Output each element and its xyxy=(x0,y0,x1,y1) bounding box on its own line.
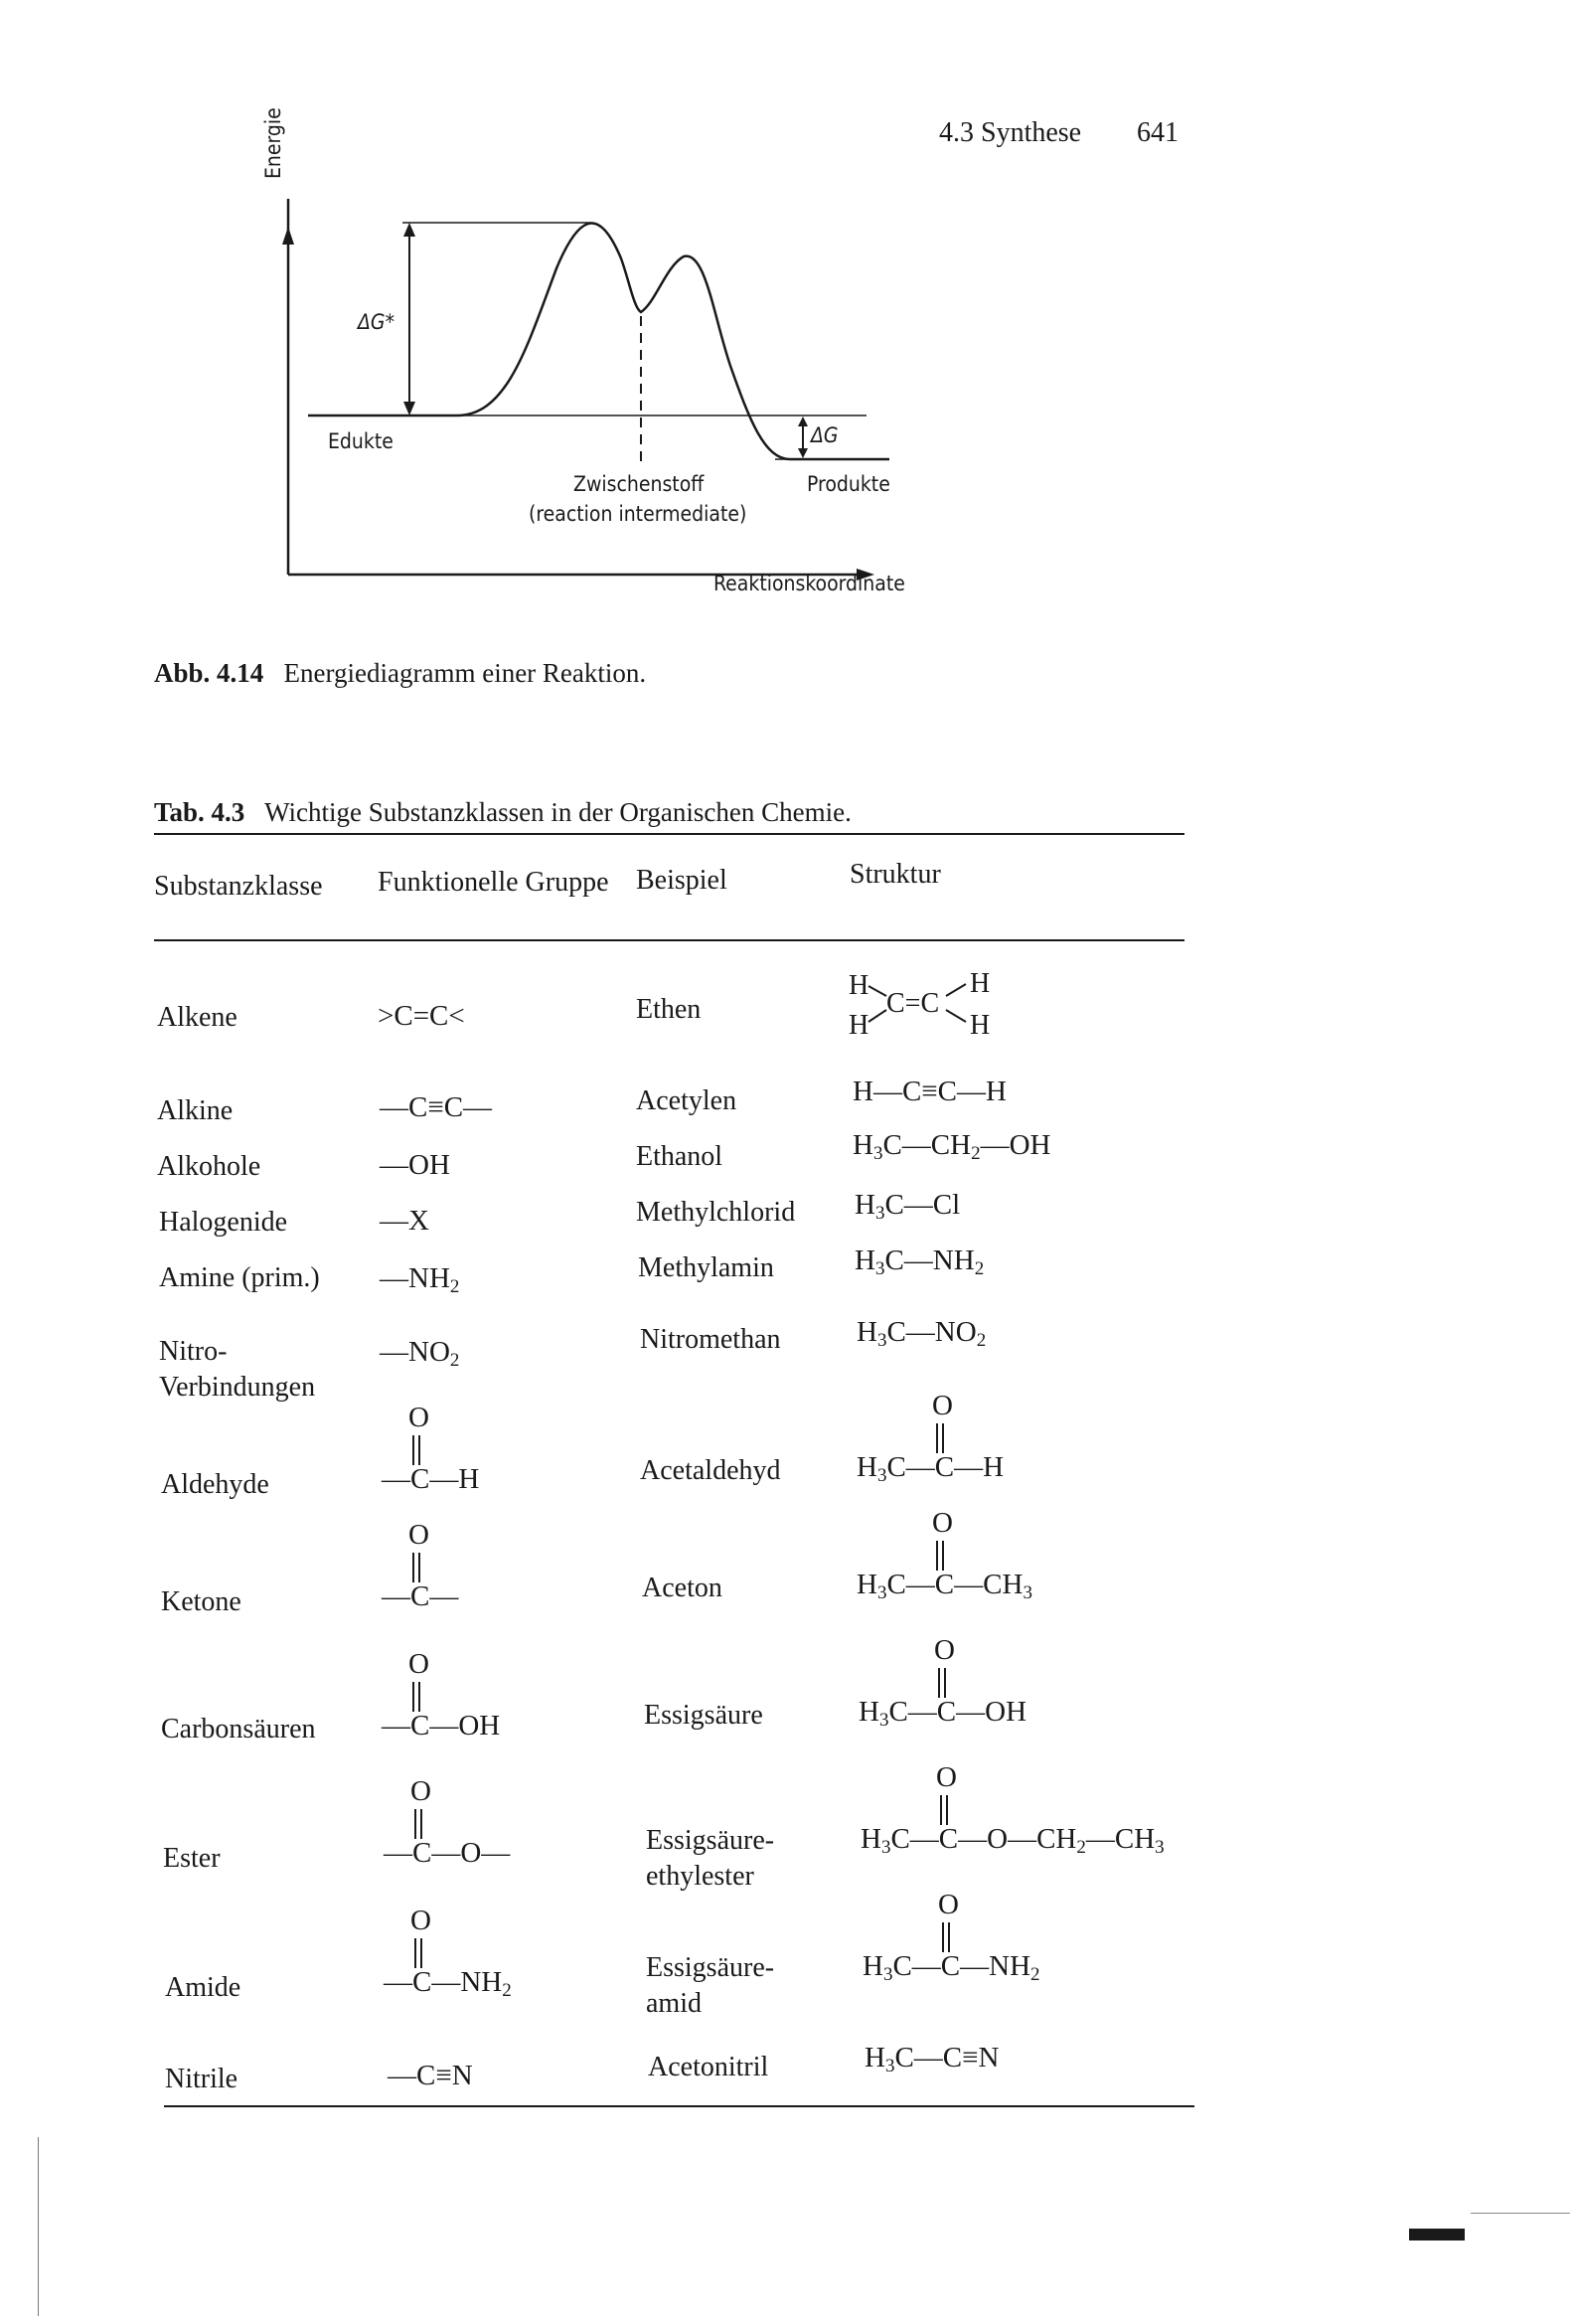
row-aldehyde-klasse: Aldehyde xyxy=(161,1469,269,1500)
row-alkohole-struktur: $H_3C—CH_2—OH$ xyxy=(853,1129,1051,1164)
scan-artifact-line xyxy=(1471,2213,1570,2214)
svg-text:H: H xyxy=(849,970,869,1001)
row-ketone-beispiel-text: Aceton xyxy=(642,1573,722,1603)
row-alkine-gruppe: —C≡C— xyxy=(380,1091,493,1123)
header-substanzklasse: Substanzklasse xyxy=(154,871,323,902)
scan-artifact-edge xyxy=(38,2137,39,2316)
row-ester-beispiel-2: ethylester xyxy=(646,1861,754,1892)
row-alkene-klasse: Alkene xyxy=(157,1002,237,1033)
row-aldehyde-beispiel: Acetaldehyd xyxy=(640,1455,781,1486)
row-ester-struktur: O $H_3C—C—O—CH_2—CH_3$ xyxy=(861,1761,1165,1858)
activation-arrowhead-bottom xyxy=(403,402,415,415)
products-label: Produkte xyxy=(807,472,890,496)
figure-caption xyxy=(154,658,646,689)
ethene-structure-svg xyxy=(847,964,1025,1044)
energy-diagram xyxy=(238,199,934,616)
figure-caption-text: Energiediagramm einer Reaktion. xyxy=(283,658,647,688)
row-amide-struktur: O $H_3C—C—NH_2$ xyxy=(863,1889,1040,1985)
row-amine-klasse: Amine (prim.) xyxy=(159,1262,320,1293)
row-nitrile-gruppe: —C≡N xyxy=(388,2060,473,2091)
activation-energy-label: ΔG* xyxy=(358,310,395,334)
row-halogenide-gruppe: —X xyxy=(380,1205,429,1237)
svg-text:C=C: C=C xyxy=(886,988,940,1019)
row-ketone-struktur: O $H_3C—C—CH_3$ xyxy=(857,1507,1032,1603)
row-amine-struktur: $H_3C—NH_2$ xyxy=(855,1245,985,1279)
row-alkohole-klasse: Alkohole xyxy=(157,1151,261,1182)
table-header-rule xyxy=(154,939,1184,941)
row-nitrile-struktur: $H_3C—C\equiv N$ xyxy=(865,2042,1000,2076)
row-ketone-klasse: Ketone xyxy=(161,1586,241,1617)
row-halogenide-struktur: $H_3C—Cl$ xyxy=(855,1189,961,1224)
row-nitrile-beispiel: Acetonitril xyxy=(648,2052,769,2082)
row-nitro-klasse-1: Nitro- xyxy=(159,1336,228,1367)
row-carbonsaeuren-beispiel: Essigsäure xyxy=(644,1700,763,1731)
header-struktur: Struktur xyxy=(850,859,941,890)
table-caption xyxy=(154,797,852,828)
row-ester-gruppe: O —C—O— xyxy=(384,1775,511,1869)
row-nitro-struktur: $H_3C—NO_2$ xyxy=(857,1316,987,1351)
delta-g-arrowhead-bottom xyxy=(798,448,808,458)
row-ester-klasse: Ester xyxy=(163,1843,221,1874)
intermediate-label: Zwischenstoff xyxy=(573,472,705,496)
svg-text:H: H xyxy=(970,1010,991,1041)
row-amide-beispiel-2: amid xyxy=(646,1988,702,2019)
row-ketone-gruppe: O —C— xyxy=(382,1519,459,1612)
svg-text:H: H xyxy=(970,968,991,999)
table-bottom-rule xyxy=(164,2105,1194,2107)
row-amide-beispiel-1: Essigsäure- xyxy=(646,1952,775,1983)
table-label: Tab. 4.3 xyxy=(154,797,245,827)
row-alkene-gruppe: >C=C< xyxy=(378,1000,465,1032)
row-halogenide-beispiel: Methylchlorid xyxy=(636,1197,796,1228)
row-alkine-beispiel: Acetylen xyxy=(636,1085,737,1116)
row-amine-gruppe: $—NH_2$ xyxy=(380,1262,460,1297)
delta-g-arrowhead-top xyxy=(798,416,808,426)
running-header-section: 4.3 Synthese xyxy=(939,117,1082,148)
row-aldehyde-gruppe: O —C—H xyxy=(382,1402,480,1495)
row-ester-beispiel-1: Essigsäure- xyxy=(646,1825,775,1856)
row-alkene-beispiel: Ethen xyxy=(636,994,702,1025)
row-alkohole-gruppe: —OH xyxy=(380,1149,450,1181)
row-amide-klasse: Amide xyxy=(165,1972,241,2003)
educts-label: Edukte xyxy=(328,429,394,453)
row-nitro-gruppe: $—NO_2$ xyxy=(380,1336,460,1371)
activation-arrowhead-top xyxy=(403,223,415,237)
row-nitro-klasse-2: Verbindungen xyxy=(159,1372,316,1403)
delta-g-label: ΔG xyxy=(811,423,839,447)
row-halogenide-klasse: Halogenide xyxy=(159,1207,288,1238)
row-nitrile-klasse: Nitrile xyxy=(165,2064,238,2094)
table-caption-text: Wichtige Substanzklassen in der Organischen Chemie. xyxy=(264,797,852,827)
header-beispiel: Beispiel xyxy=(636,865,727,896)
y-axis-label: Energie xyxy=(261,107,285,179)
row-alkene-struktur xyxy=(847,964,1025,1044)
x-axis-label: Reaktionskoordinate xyxy=(713,572,905,595)
row-carbonsaeuren-struktur: O $H_3C—C—OH$ xyxy=(859,1634,1027,1731)
row-nitro-beispiel: Nitromethan xyxy=(640,1324,781,1355)
row-carbonsaeuren-klasse: Carbonsäuren xyxy=(161,1714,316,1744)
page-number: 641 xyxy=(1137,117,1179,148)
row-aldehyde-struktur: O $H_3C—C—H$ xyxy=(857,1390,1005,1486)
row-carbonsaeuren-gruppe: O —C—OH xyxy=(382,1648,501,1742)
intermediate-en-label: (reaction intermediate) xyxy=(529,502,747,526)
header-funktionelle-gruppe: Funktionelle Gruppe xyxy=(378,867,609,898)
row-alkine-struktur: H—C≡C—H xyxy=(853,1076,1007,1107)
row-alkine-klasse: Alkine xyxy=(157,1095,234,1126)
row-amide-gruppe: O $—C—NH_2$ xyxy=(384,1905,512,2001)
table-top-rule xyxy=(154,833,1184,835)
row-alkohole-beispiel: Ethanol xyxy=(636,1141,723,1172)
scan-artifact-mark xyxy=(1409,2229,1465,2241)
y-axis-arrowhead xyxy=(282,227,294,245)
row-amine-beispiel: Methylamin xyxy=(638,1252,774,1283)
figure-label: Abb. 4.14 xyxy=(154,658,264,688)
svg-text:H: H xyxy=(849,1010,869,1041)
